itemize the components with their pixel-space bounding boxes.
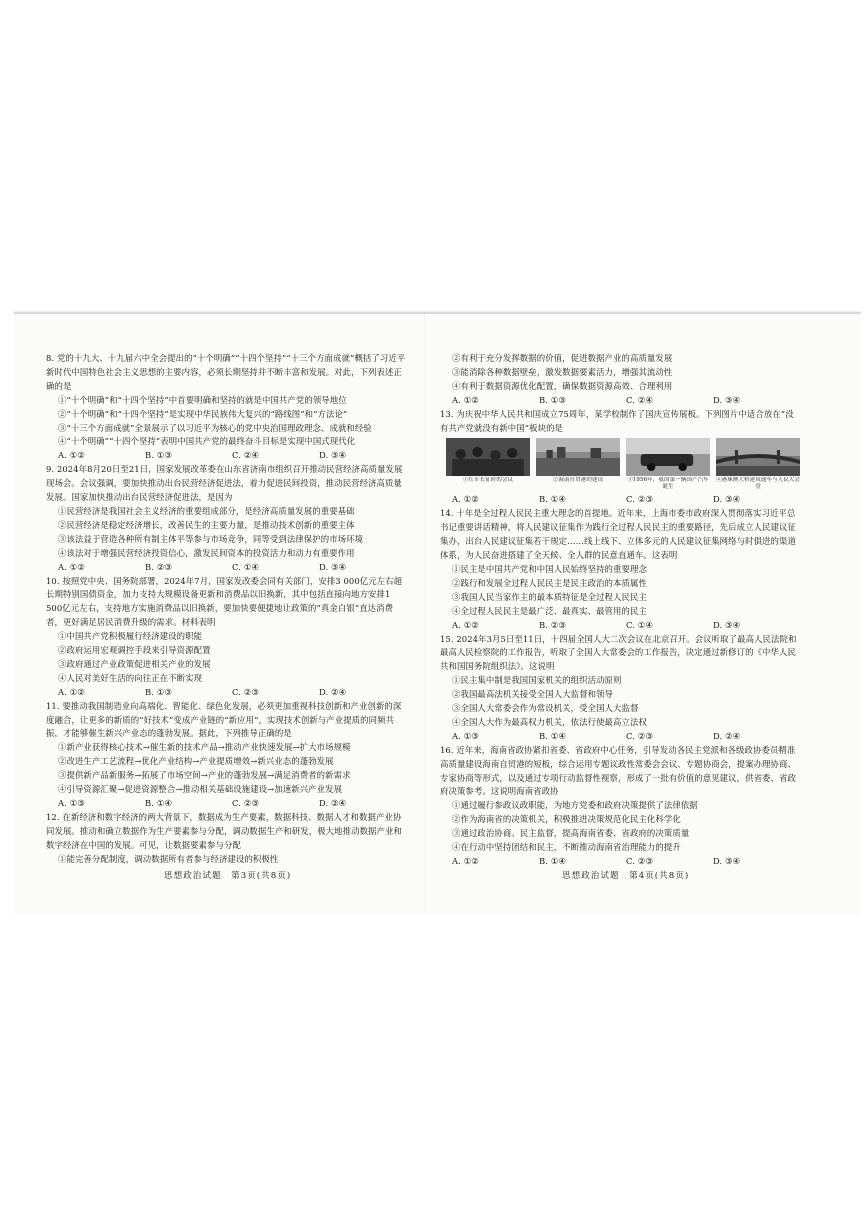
option: ①“十个明确”和“十四个坚持”中首要明确和坚持的就是中国共产党的领导地位: [58, 394, 347, 405]
option: ③通过政治协商、民主监督，提高海南省委、省政府的决策质量: [452, 828, 690, 839]
option: ①民主是中国共产党和中国人民始终坚持的重要理念: [452, 563, 647, 574]
answer-choices: [46, 561, 406, 575]
question-stem: 16. 近年来，海南省政协紧扣省委、省政府中心任务，引导发动各民主党派和各级政协委员精准高质量建设海南自贸港的短板，综合运用专题议政性常委会会议、专题协商会，提案办理协商、专家协商等形式，以及通过专项行动监督性视察，形成了一批有价值的意见建议，供省委、省政府决策参考。这说明海南省政协: [440, 744, 796, 797]
choice-d: D. ③④: [713, 856, 741, 866]
choice-c: C. ②③: [232, 798, 259, 808]
right-column: [440, 352, 800, 869]
choice-d: D. ③④: [319, 561, 347, 572]
photo-caption: ②海南自贸港的建设: [552, 477, 604, 484]
answer-choices: [440, 619, 800, 633]
option: ③能消除各种数据壁垒，激发数据要素活力，增强其流动性: [452, 366, 673, 377]
option: ④该法对于增强民营经济投资信心，激发民间资本的投资活力和动力有重要作用: [58, 547, 355, 558]
option: ④全国人大作为最高权力机关，依法行使最高立法权: [452, 716, 647, 727]
question-13: [440, 408, 800, 508]
answer-choices: [440, 493, 800, 507]
photo-item: [536, 438, 620, 491]
choice-b: B. ②③: [145, 561, 172, 572]
question-stem: 13. 为庆祝中华人民共和国成立75周年，某学校制作了国庆宣传展板。下列图片中适合放在“没有共产党就没有新中国”板块的是: [440, 408, 794, 433]
option: ③该法益于营造各种所有制主体平等参与市场竞争，同等受到法律保护的市场环境: [58, 533, 364, 544]
choice-b: B. ①④: [539, 856, 566, 866]
answer-choices: [440, 730, 800, 744]
option: ②有利于充分发挥数据的价值，促进数据产业的高质量发展: [452, 353, 673, 363]
photo-item: [716, 438, 800, 491]
answer-choices: [46, 686, 406, 700]
option: ④“十个明确”“十四个坚持”表明中国共产党的最终奋斗目标是实现中国式现代化: [58, 436, 356, 447]
choice-a: A. ①②: [452, 494, 479, 505]
meeting-photo: [446, 438, 530, 476]
option: ②民营经济是稳定经济增长，改善民生的主要力量，是推动技术创新的重要主体: [58, 519, 355, 530]
option: ②我国最高法机关接受全国人大监督和领导: [452, 689, 614, 700]
choice-c: C. ①④: [232, 561, 259, 572]
option: ①民营经济是我国社会主义经济的重要组成部分，是经济高质量发展的重要基础: [58, 505, 355, 516]
photo-caption: ①红军长征时的会议: [462, 477, 514, 484]
choice-d: D. ③④: [319, 450, 347, 461]
question-12-continued: [440, 352, 800, 408]
option: ③全国人大常委会作为常设机关，受全国人大监督: [452, 703, 639, 714]
option: ①中国共产党积极履行经济建设的职能: [58, 631, 203, 642]
question-15: [440, 633, 800, 744]
option: ③我国人民当家作主的最本质特征是全过程人民民主: [452, 591, 647, 602]
choice-c: C. ②③: [232, 686, 259, 697]
choice-c: C. ②③: [626, 494, 653, 505]
question-stem: 14. 十年是全过程人民民主重大理念的首提地。近年来，上海市委市政府深入贯彻落实习近平总书记重要讲话精神，将人民建议征集作为践行全过程人民民主的重要路径，先后成立人民建议征集办，出台人民建议征集若干规定……线上线下、立体多元的人民建议征集网络与时俱进的渠道体系，为人民奋进搭建了全天候、全人群的民意直通车。这表明: [440, 508, 796, 561]
option: ④在行动中坚持团结和民主，不断推动海南省治理能力的提升: [452, 842, 681, 853]
exam-sheet: [14, 312, 861, 914]
question-12: [46, 811, 406, 867]
port-photo: [536, 438, 620, 476]
choice-a: A. ①②: [452, 619, 479, 630]
choice-c: C. ②③: [626, 856, 653, 866]
choice-b: B. ①③: [539, 394, 566, 405]
option: ④全过程人民民主是最广泛、最真实、最管用的民主: [452, 605, 647, 616]
bridge-photo: [716, 438, 800, 476]
choice-b: B. ①④: [539, 494, 566, 505]
choice-b: B. ①③: [145, 450, 172, 461]
option: ③政府通过产业政策促进相关产业的发展: [58, 658, 211, 669]
page-footer-right: 思想政治试题 第4页(共8页): [562, 871, 690, 881]
choice-a: A. ①③: [58, 798, 85, 808]
option: ①通过履行参政议政职能，为地方党委和政府决策提供了法律依据: [452, 800, 698, 811]
choice-a: A. ①②: [58, 561, 85, 572]
choice-a: A. ①③: [452, 730, 479, 741]
choice-b: B. ①④: [145, 798, 172, 808]
choice-a: A. ①②: [452, 394, 479, 405]
question-10: [46, 575, 406, 700]
choice-d: D. ③④: [713, 619, 741, 630]
photo-item: [626, 438, 710, 491]
choice-d: D. ②④: [713, 730, 741, 741]
choice-b: B. ②③: [539, 619, 566, 630]
answer-choices: [440, 855, 800, 869]
choice-c: C. ①④: [626, 619, 653, 630]
answer-choices: [46, 449, 406, 463]
answer-choices: [46, 797, 406, 811]
answer-choices: [440, 394, 800, 408]
choice-d: D. ②④: [319, 686, 347, 697]
question-16: [440, 744, 800, 869]
option: ④人民对美好生活的向往正在不断实现: [58, 672, 203, 683]
question-8: [46, 352, 406, 463]
option: ③“十三个方面成就”全景展示了以习近平为核心的党中央治国理政理念、成就和经验: [58, 422, 372, 433]
question-stem: 15. 2024年3月5日至11日，十四届全国人大二次会议在北京召开。会议听取了最高人民法院和最高人民检察院的工作报告，听取了全国人大常委会的工作报告，决定通过新修订的《中华人民共和国国务院组织法》。这说明: [440, 633, 797, 672]
question-9: [46, 463, 406, 574]
choice-a: A. ①②: [452, 856, 479, 866]
photo-caption: ④港珠澳大桥建成通车与人民大会堂: [716, 477, 800, 491]
car-photo: [626, 438, 710, 476]
option: ④有利于数据资源优化配置，确保数据资源高效、合理利用: [452, 380, 673, 391]
page-fold: [424, 314, 425, 914]
choice-c: C. ②④: [232, 450, 259, 461]
question-stem: 10. 按照党中央、国务院部署，2024年7月，国家发改委会同有关部门，安排3 000亿元左右超长期特别国债资金，加力支持大规模设备更新和消费品以旧换新，其中包括直接向地方安排1 500亿元左右，支持地方实施消费品以旧换新，要加快要便捷地让政策的“真金白银”直达消费者，更好满足居民消费升级的需求。材料表明: [46, 575, 403, 628]
left-column: [46, 352, 406, 867]
option: ①民主集中制是我国国家机关的组织活动原则: [452, 675, 622, 686]
page-footer-left: 思想政治试题 第3页(共8页): [164, 871, 292, 881]
photo-row: [440, 438, 800, 491]
option: ③提供新产品新服务→拓展了市场空间→产业的蓬勃发展→满足消费者的新需求: [58, 770, 351, 781]
question-stem: 8. 党的十九大、十九届六中全会提出的“十个明确”“十四个坚持”“十三个方面成就”概括了习近平新时代中国特色社会主义思想的主要内容，必须长期坚持并不断丰富和发展。对此，下列表述正确的是: [46, 353, 406, 391]
choice-c: C. ②③: [626, 730, 653, 741]
choice-c: C. ②④: [626, 394, 653, 405]
choice-b: B. ①④: [539, 730, 566, 741]
photo-caption: ③1956年，我国第一辆国产汽车诞生: [627, 477, 709, 491]
choice-a: A. ①②: [58, 686, 85, 697]
question-14: [440, 507, 800, 632]
option: ②作为海南省的决策机关，积极推进决策规范化民主化科学化: [452, 814, 681, 825]
question-stem: 9. 2024年8月20日至21日，国家发展改革委在山东省济南市组织召开推动民营经济高质量发展现场会。会议强调，要加快推动出台民营经济促进法，着力促进民间投资，推动民营经济高质量发展。国家加快推动出台民营经济促进法，是因为: [46, 464, 403, 503]
option: ②践行和发展全过程人民民主是民主政治的本质属性: [452, 577, 647, 588]
option: ②政府运用宏观调控手段来引导资源配置: [58, 645, 211, 656]
option: ①新产业获得核心技术→催生新的技术产品→推动产业快速发展→扩大市场规模: [58, 742, 351, 753]
option: ②“十个明确”和“十四个坚持”是实现中华民族伟大复兴的“路线图”和“方法论”: [58, 408, 348, 419]
question-11: [46, 700, 406, 811]
choice-d: D. ③④: [713, 394, 741, 405]
photo-item: [446, 438, 530, 491]
option: ②改进生产工艺流程→优化产业结构→产业提质增效→新兴业态的蓬勃发展: [58, 756, 334, 767]
choice-b: B. ①③: [145, 686, 172, 697]
question-stem: 12. 在新经济和数字经济的两大背景下，数据成为生产要素，数据科技、数据人才和数据产业协同发展。推动和确立数据作为生产要素参与分配，调动数据生产和研发，极大地推动数据产业和数字经济在中国的发展。可见，让数据要素参与分配: [46, 811, 402, 850]
question-stem: 11. 要推动我国制造业向高端化、智能化、绿色化发展，必须更加重视科技创新和产业创新的深度融合，让更多的新质的“好技术”变成产业链的“新应用”，实现技术创新与产业提质的同频共振，才能够催生新兴产业态的蓬勃发展。据此，下列推导正确的是: [46, 700, 402, 739]
choice-d: D. ③④: [713, 494, 741, 505]
choice-a: A. ①②: [58, 450, 85, 461]
option: ①能完善分配制度，调动数据所有者参与经济建设的积极性: [58, 853, 279, 864]
option: ④引导资源汇聚→促进资源整合→推动相关基础设施建设→加速新兴产业发展: [58, 784, 343, 795]
choice-d: D. ②④: [319, 798, 347, 808]
